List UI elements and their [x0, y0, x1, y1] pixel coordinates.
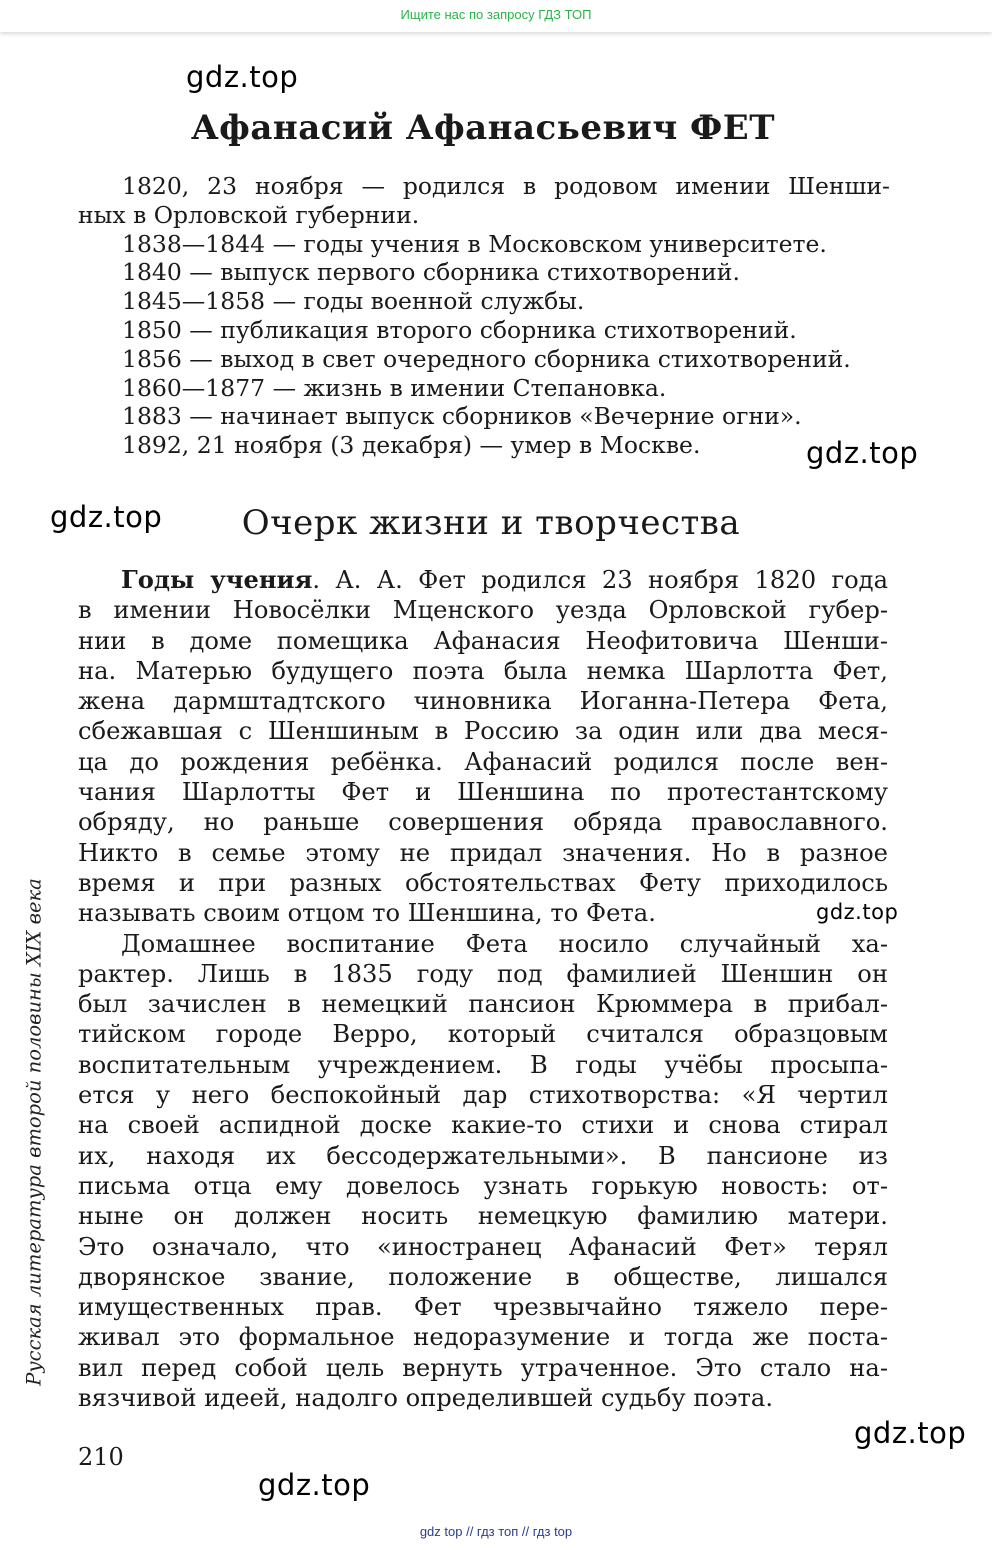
- text-line: живал это формальное недоразумение и тогда же поста-: [78, 1323, 888, 1352]
- chronology-line: 1838—1844 — годы учения в Московском университете.: [122, 229, 827, 258]
- text-line: тийском городе Верро, который считался образцовым: [78, 1020, 888, 1049]
- chronology-line: 1892, 21 ноября (3 декабря) — умер в Москве.: [122, 431, 701, 460]
- text-line: воспитательным учреждением. В годы учёбы просыпа-: [78, 1050, 888, 1079]
- watermark: gdz.top: [186, 60, 299, 94]
- text-line: на своей аспидной доске какие-то стихи и снова стирал: [78, 1111, 888, 1140]
- text-line: Никто в семье этому не придал значения. Но в разное: [78, 838, 888, 867]
- text-line: ется у него беспокойный дар стихотворства: «Я чертил: [78, 1081, 888, 1110]
- section-title: Очерк жизни и творчества: [241, 503, 741, 543]
- text-line: рактер. Лишь в 1835 году под фамилией Шеншин он: [78, 959, 888, 988]
- text-line: их, находя их бессодержательными». В пансионе из: [78, 1141, 888, 1170]
- text-line: имущественных прав. Фет чрезвычайно тяжело пере-: [78, 1293, 888, 1322]
- text-line: на. Матерью будущего поэта была немка Шарлотта Фет,: [78, 656, 888, 685]
- text-line: сбежавшая с Шеншиным в Россию за один или два меся-: [78, 717, 888, 746]
- text-line: Годы учения. А. А. Фет родился 23 ноября 1820 года: [121, 565, 888, 594]
- watermark: gdz.top: [50, 500, 163, 534]
- page-title: Афанасий Афанасьевич ФЕТ: [190, 108, 776, 148]
- chronology: [78, 172, 890, 460]
- text-line: чания Шарлотты Фет и Шеншина по протестантскому: [78, 778, 888, 807]
- chronology-line: 1850 — публикация второго сборника стихотворений.: [122, 315, 797, 344]
- text-line: ца до рождения ребёнка. Афанасий родился после вен-: [78, 747, 888, 776]
- text-line: Это означало, что «иностранец Афанасий Фет» терял: [78, 1232, 888, 1261]
- text-line: ныне он должен носить немецкую фамилию матери.: [78, 1202, 888, 1231]
- paragraph-lead: Годы учения: [121, 565, 313, 594]
- watermark: gdz.top: [854, 1416, 967, 1450]
- chronology-line: 1845—1858 — годы военной службы.: [122, 287, 585, 316]
- text-line: письма отца ему довелось узнать горькую новость: от-: [78, 1171, 888, 1200]
- text-line: вязчивой идеей, надолго определившей судьбу поэта.: [78, 1384, 774, 1413]
- chronology-line: 1840 — выпуск первого сборника стихотворений.: [122, 258, 740, 287]
- chronology-line: 1860—1877 — жизнь в имении Степановка.: [122, 373, 667, 402]
- page-number: 210: [78, 1443, 124, 1471]
- footer-links[interactable]: gdz top // гдз топ // гдз top: [419, 1524, 573, 1539]
- side-caption-text: Русская литература второй половины XIX века: [22, 878, 46, 1386]
- text-line: Домашнее воспитание Фета носило случайный ха-: [121, 929, 888, 958]
- text-line: вил перед собой цель вернуть утраченное. Это стало на-: [78, 1353, 888, 1382]
- watermark: gdz.top: [816, 900, 899, 924]
- watermark: gdz.top: [806, 436, 919, 470]
- text-line: дворянское звание, положение в обществе, лишался: [78, 1262, 888, 1291]
- text-line: в имении Новосёлки Мценского уезда Орловской губер-: [78, 596, 888, 625]
- text-line: обряду, но раньше совершения обряда православного.: [78, 808, 888, 837]
- chronology-line: 1856 — выход в свет очередного сборника стихотворений.: [122, 344, 851, 373]
- text-line: нии в доме помещика Афанасия Неофитовича Шенши-: [78, 626, 888, 655]
- chronology-line: 1883 — начинает выпуск сборников «Вечерние огни».: [122, 402, 802, 431]
- chronology-line: ных в Орловской губернии.: [78, 200, 420, 229]
- text-line: время и при разных обстоятельствах Фету приходилось: [78, 868, 888, 897]
- watermark: gdz.top: [258, 1468, 371, 1502]
- text-line: жена дармштадтского чиновника Иоганна-Петера Фета,: [78, 687, 888, 716]
- essay-text: [78, 565, 888, 1413]
- chronology-line: 1820, 23 ноября — родился в родовом имении Шенши-: [122, 172, 890, 200]
- top-banner[interactable]: Ищите нас по запросу ГДЗ ТОП: [0, 0, 992, 32]
- text-line: был зачислен в немецкий пансион Крюммера в прибал-: [78, 990, 888, 1019]
- text-line: называть своим отцом то Шеншина, то Фета.: [78, 899, 656, 928]
